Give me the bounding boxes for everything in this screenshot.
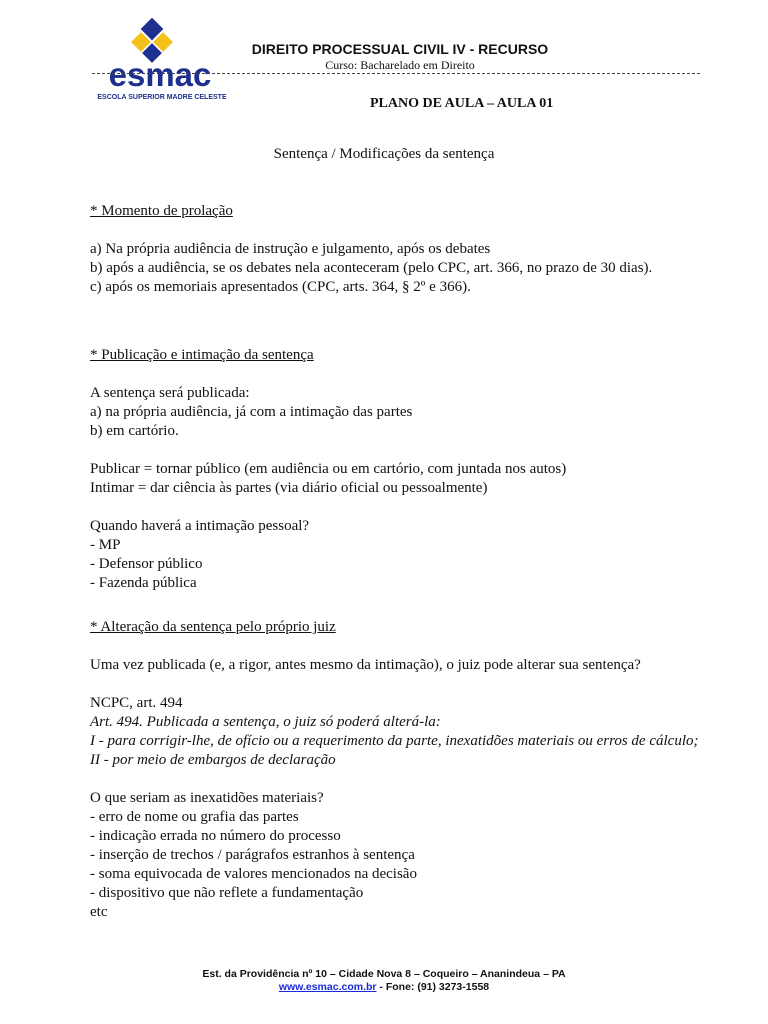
footer-contact — [0, 981, 768, 993]
section-heading: * Publicação e intimação da sentença — [90, 347, 314, 363]
section-alteracao-sentenca — [90, 618, 720, 922]
question: Uma vez publicada (e, a rigor, antes mesmo da intimação), o juiz pode alterar sua sentença? — [90, 657, 641, 673]
list-item: - Fazenda pública — [90, 575, 197, 591]
definition: Publicar = tornar público (em audiência ou em cartório, com juntada nos autos) — [90, 461, 567, 477]
list-item: - indicação errada no número do processo — [90, 828, 341, 844]
header-course: Curso: Bacharelado em Direito — [325, 58, 475, 72]
legal-quote: Art. 494. Publicada a sentença, o juiz só poderá alterá-la: — [90, 714, 441, 730]
paragraph: A sentença será publicada: — [90, 385, 250, 401]
lesson-subject: Sentença / Modificações da sentença — [273, 146, 495, 162]
list-item: - erro de nome ou grafia das partes — [90, 809, 299, 825]
legal-quote: I - para corrigir-lhe, de ofício ou a requerimento da parte, inexatidões materiais ou erros de cálculo; — [90, 733, 699, 749]
section-momento-prolacao — [90, 202, 720, 297]
list-item: c) após os memoriais apresentados (CPC, arts. 364, § 2º e 366). — [90, 279, 471, 295]
header-divider — [92, 73, 700, 74]
footer-phone: - Fone: (91) 3273-1558 — [376, 981, 490, 993]
list-item: - dispositivo que não reflete a fundamentação — [90, 885, 364, 901]
list-item: - inserção de trechos / parágrafos estranhos à sentença — [90, 847, 415, 863]
section-publicacao-intimacao — [90, 346, 720, 593]
logo-subtitle: ESCOLA SUPERIOR MADRE CELESTE — [97, 94, 227, 101]
header-title: DIREITO PROCESSUAL CIVIL IV - RECURSO — [251, 41, 549, 57]
logo-wordmark: esmac — [108, 56, 212, 93]
list-item: - soma equivocada de valores mencionados na decisão — [90, 866, 417, 882]
list-item: b) em cartório. — [90, 423, 179, 439]
list-item: - Defensor público — [90, 556, 203, 572]
website-link[interactable]: www.esmac.com.br — [278, 981, 377, 993]
legal-quote: II - por meio de embargos de declaração — [90, 752, 336, 768]
list-item: b) após a audiência, se os debates nela aconteceram (pelo CPC, art. 366, no prazo de 30 dias). — [90, 260, 653, 276]
list-item: a) Na própria audiência de instrução e julgamento, após os debates — [90, 241, 491, 257]
footer-address: Est. da Providência nº 10 – Cidade Nova 8 – Coqueiro – Ananindeua – PA — [202, 968, 566, 980]
list-item: etc — [90, 904, 108, 920]
section-heading: * Alteração da sentença pelo próprio juiz — [90, 619, 336, 635]
section-heading: * Momento de prolação — [90, 203, 233, 219]
list-item: a) na própria audiência, já com a intimação das partes — [90, 404, 413, 420]
definition: Intimar = dar ciência às partes (via diário oficial ou pessoalmente) — [90, 480, 488, 496]
plan-title: PLANO DE AULA – AULA 01 — [370, 96, 554, 111]
esmac-logo — [92, 18, 232, 102]
legal-reference: NCPC, art. 494 — [90, 695, 183, 711]
question: Quando haverá a intimação pessoal? — [90, 518, 310, 534]
question: O que seriam as inexatidões materiais? — [90, 790, 324, 806]
list-item: - MP — [90, 537, 121, 553]
